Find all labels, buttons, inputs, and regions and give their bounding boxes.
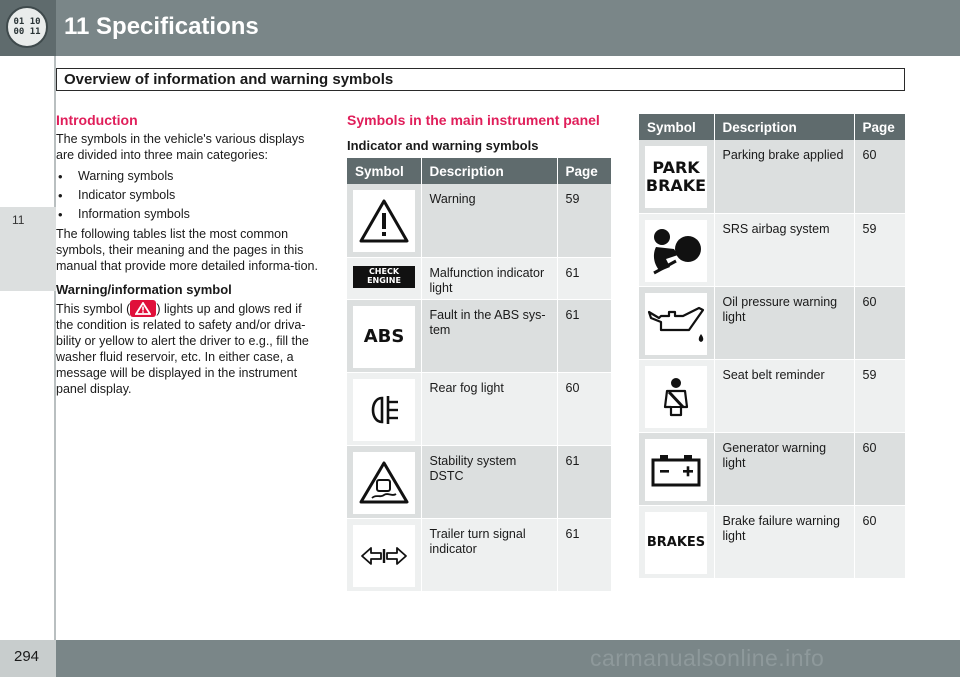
table-row (347, 184, 611, 257)
specifications-logo-icon (6, 6, 48, 48)
section-title: Overview of information and warning symbols (64, 71, 394, 88)
symbol-description: Seat belt reminder (714, 359, 854, 432)
table-row (639, 213, 905, 286)
intro-heading: Introduction (56, 112, 138, 128)
page-reference[interactable]: 59 (854, 213, 905, 286)
symbol-description: Rear fog light (421, 372, 557, 445)
intro-paragraph: The symbols in the vehicle's various displays are divided into three main categories: (56, 132, 305, 162)
page-reference[interactable]: 60 (854, 140, 905, 213)
category-list (56, 167, 322, 224)
warning-symbol-icon (130, 300, 156, 317)
chapter-title: 11 Specifications (64, 13, 259, 40)
table-row (347, 445, 611, 518)
generator-icon (645, 439, 707, 501)
column-header-page: Page (557, 158, 611, 184)
oil-pressure-icon (645, 293, 707, 355)
table-row (347, 518, 611, 591)
symbol-description: SRS airbag system (714, 213, 854, 286)
page-reference[interactable]: 59 (854, 359, 905, 432)
page-reference[interactable]: 60 (854, 432, 905, 505)
warning-triangle-icon (353, 190, 415, 252)
page-reference[interactable]: 61 (557, 445, 611, 518)
column-header-description: Description (421, 158, 557, 184)
column-header-symbol: Symbol (639, 114, 714, 140)
symbol-description: Warning (421, 184, 557, 257)
symbol-description: Trailer turn signal indicator (421, 518, 557, 591)
brakes-icon: BRAKES (645, 512, 707, 574)
warning-info-heading: Warning/information symbol (56, 282, 232, 297)
side-margin (0, 56, 56, 640)
table-row (347, 372, 611, 445)
list-item: • Indicator symbols (56, 186, 322, 205)
page-reference[interactable]: 61 (557, 299, 611, 372)
indicator-subheading: Indicator and warning symbols (347, 138, 539, 153)
trailer-turn-signal-icon (353, 525, 415, 587)
symbol-description: Fault in the ABS sys-tem (421, 299, 557, 372)
table-row (639, 505, 905, 578)
column-header-page: Page (854, 114, 905, 140)
main-panel-heading: Symbols in the main instrument panel (347, 112, 600, 128)
table-row (639, 432, 905, 505)
stability-system-icon (353, 452, 415, 514)
table-row (639, 140, 905, 213)
symbol-description: Stability system DSTC (421, 445, 557, 518)
symbol-description: Brake failure warning light (714, 505, 854, 578)
symbol-description: Parking brake applied (714, 140, 854, 213)
page-number: 294 (14, 648, 40, 665)
intro-column (56, 112, 322, 397)
chapter-tab-label: 11 (12, 213, 25, 227)
column-header-description: Description (714, 114, 854, 140)
seat-belt-icon (645, 366, 707, 428)
page-reference[interactable]: 59 (557, 184, 611, 257)
symbol-description: Malfunction indicator light (421, 257, 557, 299)
symbol-description: Oil pressure warning light (714, 286, 854, 359)
warning-info-paragraph (56, 300, 322, 397)
table-row (639, 286, 905, 359)
page-reference[interactable]: 60 (854, 286, 905, 359)
srs-airbag-icon (645, 220, 707, 282)
column-header-symbol: Symbol (347, 158, 421, 184)
chapter-tab[interactable] (0, 207, 56, 291)
page-reference[interactable]: 60 (557, 372, 611, 445)
symbol-description: Generator warning light (714, 432, 854, 505)
logo-text-top: 01 10 (13, 17, 41, 27)
table-row (347, 257, 611, 299)
park-brake-icon: PARK BRAKE (645, 146, 707, 208)
page-reference[interactable]: 61 (557, 518, 611, 591)
logo-text-bottom: 00 11 (13, 27, 41, 37)
table-row (347, 299, 611, 372)
table-row (639, 359, 905, 432)
section-title-bar (56, 68, 905, 91)
warning-info-text-end: ) lights up and glows red if the condition is related to safety and/or driva-bility or yellow to alert the driver to e.g., fill the washer fluid reservoir, etc. In either case, a message will be displayed in the instrument panel display. (56, 302, 309, 396)
rear-fog-light-icon (353, 379, 415, 441)
warning-info-text-start: This symbol ( (56, 302, 131, 316)
abs-icon: ABS (353, 306, 415, 368)
chapter-logo (0, 0, 56, 56)
tables-paragraph: The following tables list the most common symbols, their meaning and the pages in this manual that provide more detailed informa-tion. (56, 227, 318, 273)
page-reference[interactable]: 60 (854, 505, 905, 578)
page-reference[interactable]: 61 (557, 257, 611, 299)
list-item: • Warning symbols (56, 167, 322, 186)
symbols-table-2 (639, 114, 905, 579)
watermark: carmanualsonline.info (590, 645, 825, 671)
check-engine-icon: CHECK ENGINE (353, 266, 415, 288)
symbols-table-1 (347, 158, 611, 592)
list-item: • Information symbols (56, 205, 322, 224)
